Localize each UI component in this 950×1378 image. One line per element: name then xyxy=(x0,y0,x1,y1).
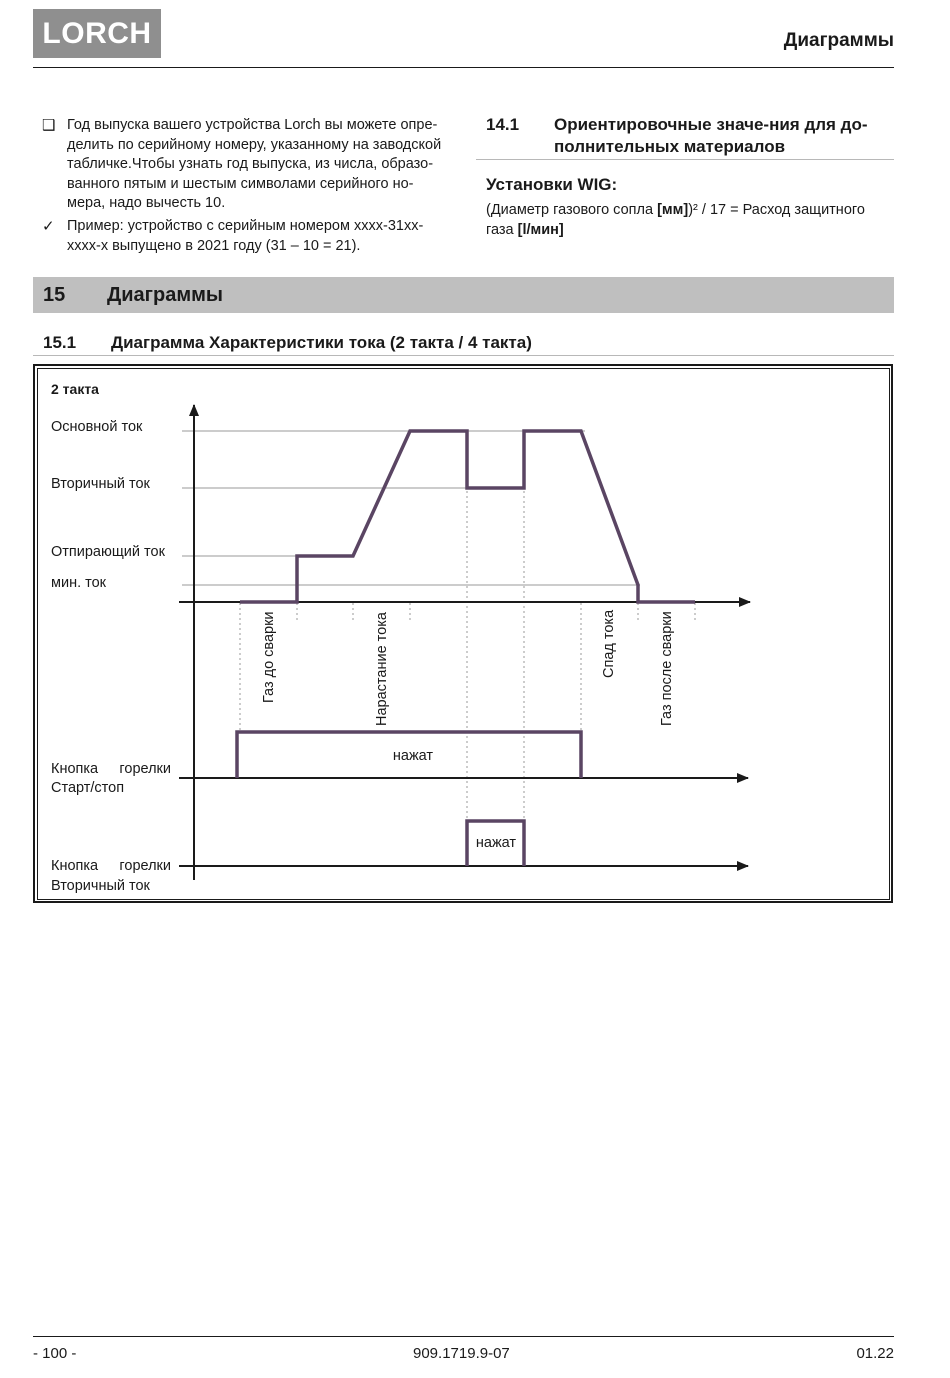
formula-line-1: (Диаметр газового сопла [мм])² / 17 = Расход защитного xyxy=(486,202,865,218)
text-line: делить по серийному номеру, указанному на заводской xyxy=(67,136,442,153)
section-number: 15.1 xyxy=(43,333,77,352)
text-line: xxxx-x выпущено в 2021 году (31 – 10 = 21). xyxy=(67,237,361,254)
text-line: Пример: устройство с серийным номером xxxx-31xx- xyxy=(67,218,424,234)
lorch-logo: LORCH xyxy=(33,9,161,58)
phase-label-downslope: Спад тока xyxy=(601,609,617,678)
button2-label-line2: Вторичный ток xyxy=(51,878,150,894)
page-number: - 100 - xyxy=(33,1345,77,1362)
formula-line-2: газа [l/мин] xyxy=(486,221,564,238)
page-header-title: Диаграммы xyxy=(783,30,894,51)
text-line: ванного пятым и шестым символами серийного но- xyxy=(67,175,414,192)
phase-label-post-gas: Газ после сварки xyxy=(659,611,675,726)
unit-l-min: [l/мин] xyxy=(517,221,564,238)
mode-label: 2 такта xyxy=(51,381,99,397)
button1-label-word1: Кнопка xyxy=(51,761,99,777)
button1-label-line2: Старт/стоп xyxy=(51,780,125,796)
button2-label-word2: горелки xyxy=(119,858,171,874)
button1-label-word2: горелки xyxy=(119,761,171,777)
button1-pressed-label: нажат xyxy=(392,748,434,764)
text-line: мера, надо вычесть 10. xyxy=(67,195,226,211)
doc-date: 01.22 xyxy=(856,1345,894,1362)
label-secondary-current: Вторичный ток xyxy=(51,476,150,492)
text-line: табличке.Чтобы узнать год выпуска, из числа, образо- xyxy=(67,156,434,172)
label-min-current: мин. ток xyxy=(51,575,107,591)
button2-label-word1: Кнопка xyxy=(51,858,99,874)
doc-number: 909.1719.9-07 xyxy=(413,1345,510,1362)
phase-markers xyxy=(240,431,695,866)
button2-pressed-label: нажат xyxy=(475,835,517,851)
title-line: полнительных материалов xyxy=(554,137,786,156)
checkbox-bullet-icon: ❑ xyxy=(42,117,56,134)
wig-subheading: Установки WIG: xyxy=(486,175,618,194)
footer-rule xyxy=(33,1336,894,1337)
unit-mm: [мм] xyxy=(657,202,689,218)
phase-label-pre-gas: Газ до сварки xyxy=(261,611,277,703)
chapter-title: Диаграммы xyxy=(107,284,224,306)
level-guides xyxy=(182,431,640,585)
section-number: 14.1 xyxy=(486,115,520,134)
text-line: Год выпуска вашего устройства Lorch вы можете опре- xyxy=(67,117,438,133)
label-ignition-current: Отпирающий ток xyxy=(51,544,165,560)
chapter-number: 15 xyxy=(43,284,66,306)
checkmark-icon: ✓ xyxy=(42,218,55,235)
section-title: Диаграмма Характеристики тока (2 такта / 4 такта) xyxy=(111,333,532,352)
phase-label-upslope: Нарастание тока xyxy=(374,612,390,726)
title-line: Ориентировочные значе-ния для до- xyxy=(554,115,868,134)
label-main-current: Основной ток xyxy=(51,419,143,435)
